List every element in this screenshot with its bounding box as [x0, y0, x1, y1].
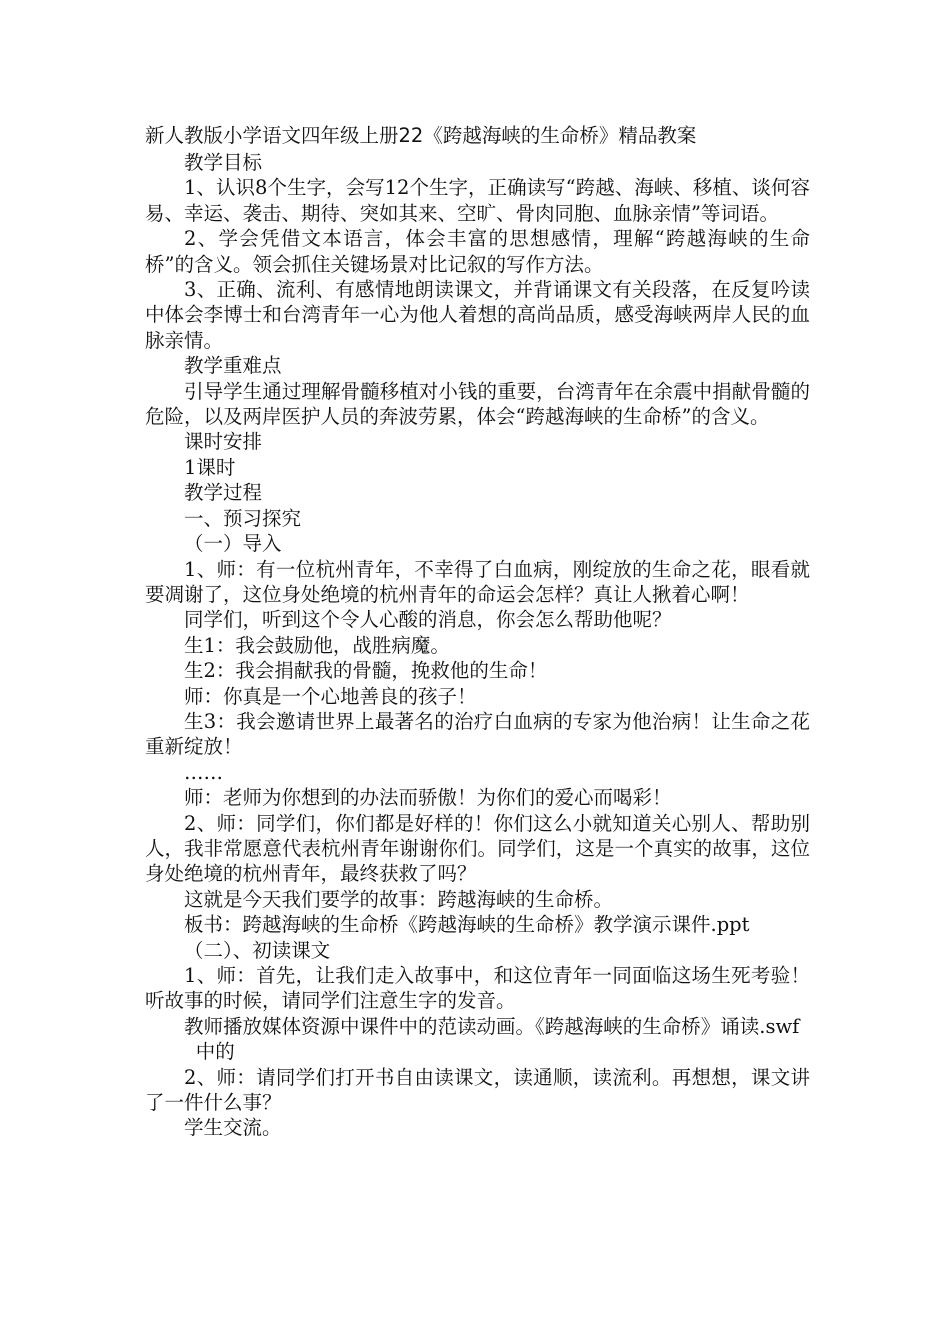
paragraph: 中的 — [195, 1040, 235, 1064]
paragraph: 师：你真是一个心地善良的孩子！ — [184, 684, 477, 708]
paragraph: 师：老师为你想到的办法而骄傲！为你们的爱心而喝彩！ — [184, 786, 672, 810]
section-heading-goals: 教学目标 — [184, 151, 263, 174]
paragraph: 这就是今天我们要学的故事：跨越海峡的生命桥。 — [184, 887, 614, 911]
paragraph: 同学们，听到这个令人心酸的消息，你会怎么帮助他呢？ — [184, 608, 672, 632]
paragraph: 1课时 — [184, 455, 236, 479]
paragraph: 学生交流。 — [184, 1116, 282, 1140]
paragraph: 生2：我会捐献我的骨髓，挽救他的生命！ — [184, 659, 548, 683]
paragraph: 1、认识8个生字，会写12个生字，正确读写“跨越、海峡、移植、谈何容易、幸运、袭击、期待、突如其来、空旷、骨肉同胞、血脉亲情”等词语。 — [145, 176, 810, 225]
paragraph: 教师播放媒体资源中课件中的范读动画。《跨越海峡的生命桥》诵读.swf — [184, 1014, 800, 1038]
paragraph: 1、师：有一位杭州青年，不幸得了白血病，刚绽放的生命之花，眼看就要凋谢了，这位身处绝境的杭州青年的命运会怎样？真让人揪着心啊！ — [145, 557, 810, 606]
paragraph: 2、师：同学们，你们都是好样的！你们这么小就知道关心别人、帮助别人，我非常愿意代表杭州青年谢谢你们。同学们，这是一个真实的故事，这位身处绝境的杭州青年，最终获救了吗？ — [145, 811, 810, 886]
section-heading-process: 教学过程 — [184, 481, 263, 505]
paragraph: 3、正确、流利、有感情地朗读课文，并背诵课文有关段落，在反复吟读中体会李博士和台湾青年一心为他人着想的高尚品质，感受海峡两岸人民的血脉亲情。 — [145, 278, 810, 352]
document-title: 新人教版小学语文四年级上册22《跨越海峡的生命桥》精品教案 — [145, 124, 697, 147]
paragraph: 生1：我会鼓励他，战胜病魔。 — [184, 633, 450, 657]
section-heading-schedule: 课时安排 — [184, 430, 263, 454]
section-heading-first-reading: （二）、初读课文 — [184, 938, 331, 962]
paragraph: 引导学生通过理解骨髓移植对小钱的重要，台湾青年在余震中捐献骨髓的危险，以及两岸医护人员的奔波劳累，体会“跨越海峡的生命桥”的含义。 — [145, 379, 810, 429]
paragraph: 生3：我会邀请世界上最著名的治疗白血病的专家为他治病！让生命之花重新绽放！ — [145, 709, 810, 759]
document-body — [145, 122, 810, 1141]
paragraph: 2、学会凭借文本语言，体会丰富的思想感情，理解“跨越海峡的生命桥”的含义。领会抓住关键场景对比记叙的写作方法。 — [145, 227, 810, 276]
paragraph: 1、师：首先，让我们走入故事中，和这位青年一同面临这场生死考验！听故事的时候，请同学们注意生字的发音。 — [145, 964, 810, 1013]
paragraph: 板书：跨越海峡的生命桥《跨越海峡的生命桥》教学演示课件.ppt — [184, 913, 750, 937]
section-heading-key-points: 教学重难点 — [184, 354, 282, 378]
section-heading-preview: 一、预习探究 — [184, 506, 302, 530]
section-heading-intro: （一）导入 — [184, 532, 282, 556]
paragraph: 2、师：请同学们打开书自由读课文，读通顺，读流利。再想想，课文讲了一件什么事？ — [145, 1065, 810, 1115]
ellipsis-line: …… — [184, 760, 223, 784]
